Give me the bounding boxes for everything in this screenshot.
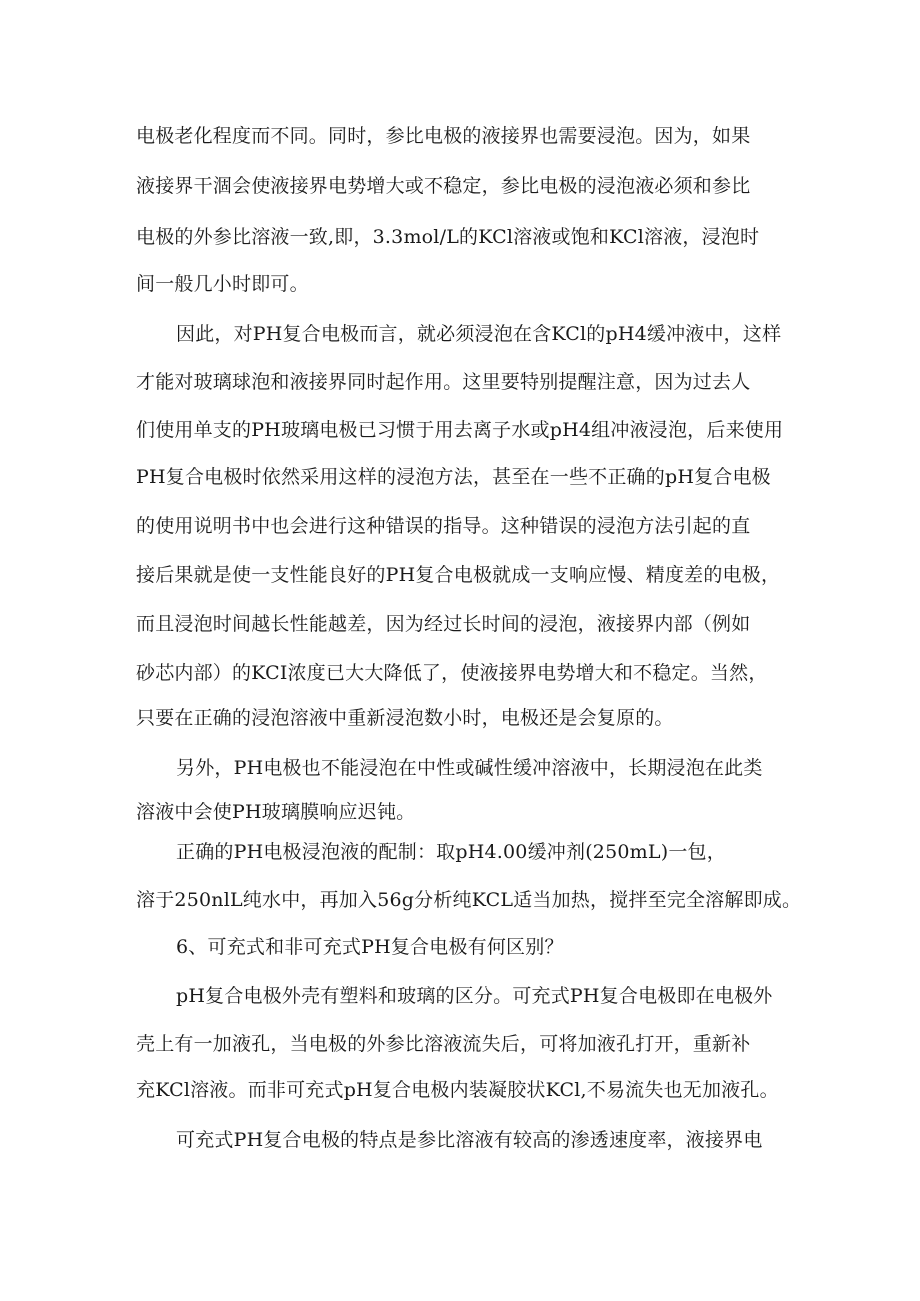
text-line-3: 电极的外参比溶液一致,即，3.3mol/L的KCl溶液或饱和KCl溶液，浸泡时 [136,226,760,248]
text-line-22: 可充式PH复合电极的特点是参比溶液有较高的渗透速度率，液接界电 [176,1129,763,1151]
text-line-15: 溶液中会使PH玻璃膜响应迟钝。 [136,801,416,823]
text-line-21: 充KCl溶液。而非可充式pH复合电极内装凝胶状KCl,不易流失也无加液孔。 [136,1079,779,1101]
text-line-14: 另外，PH电极也不能浸泡在中性或碱性缓冲溶液中，长期浸泡在此类 [176,757,763,779]
text-line-7: 们使用单支的PH玻璃电极已习惯于用去离子水或pH4组冲液浸泡，后来使用 [136,419,784,441]
text-line-16: 正确的PH电极浸泡液的配制：取pH4.00缓冲剂(250mL)一包， [176,841,726,863]
text-line-2: 液接界干涸会使液接界电势增大或不稳定，参比电极的浸泡液必须和参比 [136,175,751,197]
text-line-9: 的使用说明书中也会进行这种错误的指导。这种错误的浸泡方法引起的直 [136,515,751,537]
text-line-12: 砂芯内部）的KCI浓度已大大降低了，使液接界电势增大和不稳定。当然， [136,662,768,684]
text-line-6: 才能对玻璃球泡和液接界同时起作用。这里要特别提醒注意，因为过去人 [136,371,751,393]
section-heading-6: 6、可充式和非可充式PH复合电极有何区别？ [176,936,564,958]
text-line-4: 间一般几小时即可。 [136,273,309,295]
text-line-19: pH复合电极外壳有塑料和玻璃的区分。可充式PH复合电极即在电极外 [176,985,773,1007]
text-line-5: 因此，对PH复合电极而言，就必须浸泡在含KCl的pH4缓冲液中，这样 [176,323,782,345]
text-line-17: 溶于250nlL纯水中，再加入56g分析纯KCL适当加热，搅拌至完全溶解即成。 [136,889,802,911]
text-line-8: PH复合电极时依然采用这样的浸泡方法，甚至在一些不正确的pH复合电极 [136,466,771,488]
text-line-11: 而且浸泡时间越长性能越差，因为经过长时间的浸泡，液接界内部（例如 [136,613,751,635]
text-line-10: 接后果就是使一支性能良好的PH复合电极就成一支响应慢、精度差的电极， [136,564,781,586]
text-line-13: 只要在正确的浸泡溶液中重新浸泡数小时，电极还是会复原的。 [136,707,674,729]
text-line-1: 电极老化程度而不同。同时，参比电极的液接界也需要浸泡。因为，如果 [136,125,751,147]
text-line-20: 壳上有一加液孔，当电极的外参比溶液流失后，可将加液孔打开，重新补 [136,1033,751,1055]
